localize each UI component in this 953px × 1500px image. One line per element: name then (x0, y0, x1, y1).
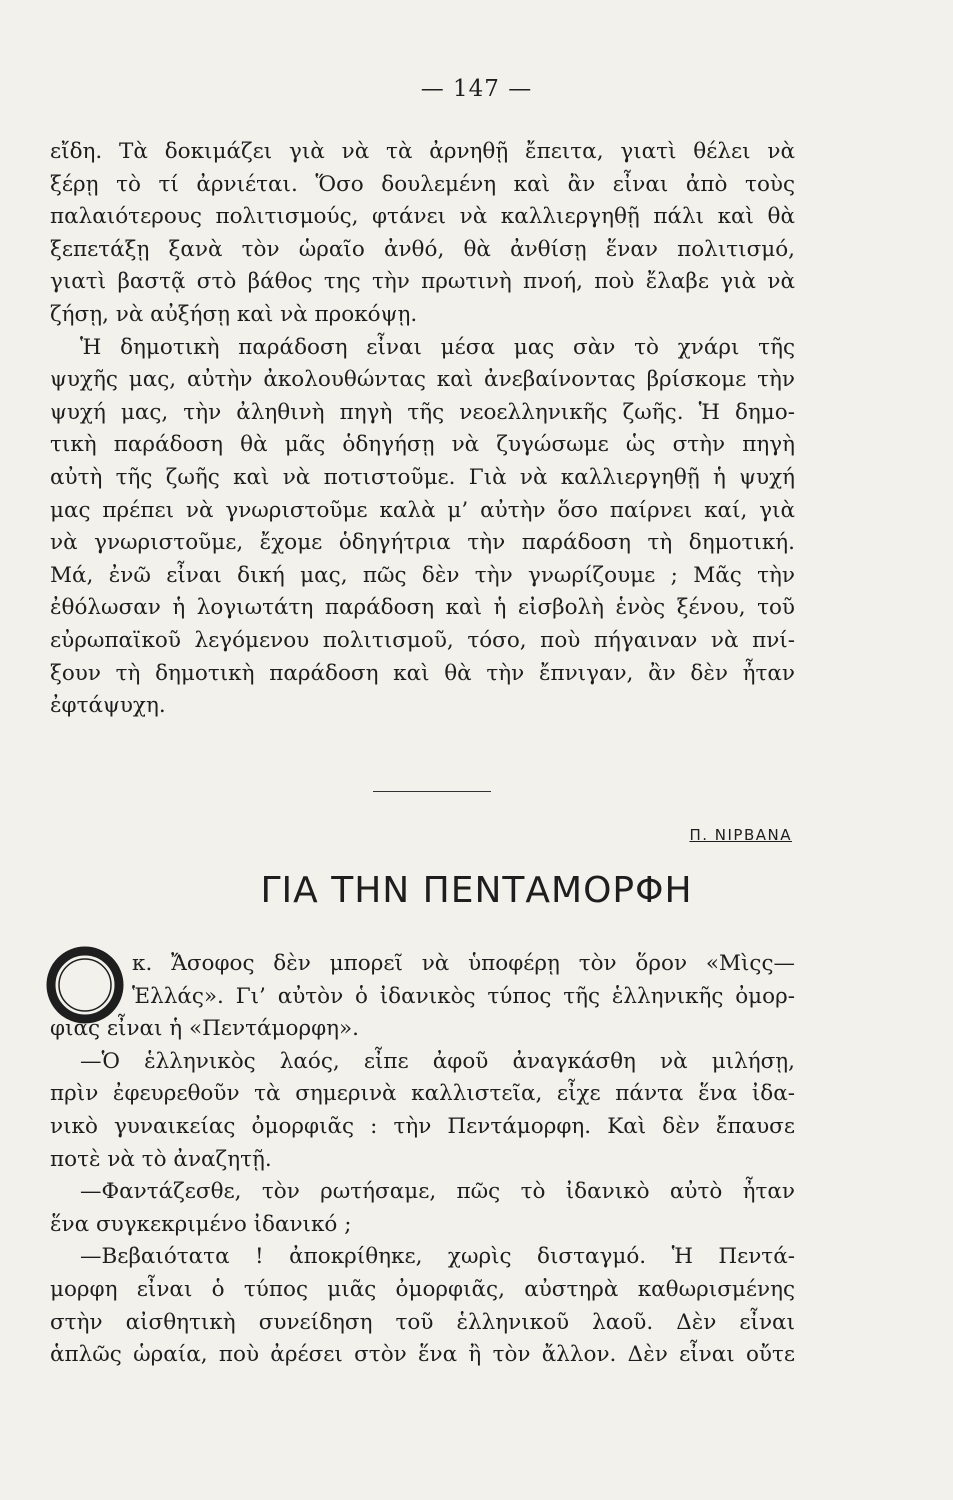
article-title: ΓΙΑ ΤΗΝ ΠΕΝΤΑΜΟΡΦΗ (260, 870, 693, 911)
text-line: ἕνα συγκεκριμένο ἰδανικό ; (50, 1211, 352, 1237)
text-line: νικὸ γυναικείας ὀμορφιᾶς : τὴν Πεντάμορφη. Καὶ δὲν ἔπαυσε (50, 1113, 795, 1139)
text-line: ψυχῆς μας, αὐτὴν ἀκολουθώντας καὶ ἀνεβαίνοντας βρίσκομε τὴν (50, 367, 795, 393)
text-line: νὰ γνωριστοῦμε, ἔχομε ὁδηγήτρια τὴν παράδοση τὴ δημοτική. (50, 530, 795, 556)
text-line: φιᾶς εἶναι ἡ «Πεντάμορφη». (50, 1016, 360, 1042)
text-block-essay-end (50, 136, 795, 723)
text-line: ξέρῃ τὸ τί ἀρνιέται. Ὅσο δουλεμένη καὶ ἂν εἶναι ἀπὸ τοὺς (50, 171, 795, 197)
text-line: ποτὲ νὰ τὸ ἀναζητῇ. (50, 1146, 272, 1172)
text-line: γιατὶ βαστᾷ στὸ βάθος της τὴν πρωτινὴ πνοή, ποὺ ἔλαβε γιὰ νὰ (50, 269, 795, 295)
text-line: εἴδη. Τὰ δοκιμάζει γιὰ νὰ τὰ ἀρνηθῇ ἔπειτα, γιατὶ θέλει νὰ (50, 139, 795, 164)
text-line: ζήσῃ, νὰ αὐξήσῃ καὶ νὰ προκόψῃ. (50, 301, 418, 327)
text-line: ἐφτάψυχη. (50, 693, 166, 719)
text-line: —Βεβαιότατα ! ἀποκρίθηκε, χωρὶς δισταγμό. Ἡ Πεντά- (80, 1244, 795, 1270)
text-line: —Φαντάζεσθε, τὸν ρωτήσαμε, πῶς τὸ ἰδανικὸ αὐτὸ ἦταν (80, 1179, 795, 1205)
text-line: ξεπετάξῃ ξανὰ τὸν ὡραῖο ἀνθό, θὰ ἀνθίσῃ ἕναν πολιτισμό, (50, 236, 795, 262)
text-line: ἐθόλωσαν ἡ λογιωτάτη παράδοση καὶ ἡ εἰσβολὴ ἑνὸς ξένου, τοῦ (50, 595, 795, 621)
drop-cap-letter: O (84, 989, 86, 991)
text-line: ἁπλῶς ὡραία, ποὺ ἀρέσει στὸν ἕνα ἢ τὸν ἄλλον. Δὲν εἶναι οὔτε (50, 1342, 795, 1368)
text-line: παλαιότερους πολιτισμούς, φτάνει νὰ καλλιεργηθῇ πάλι καὶ θὰ (50, 204, 795, 230)
text-line: ξουν τὴ δημοτικὴ παράδοση καὶ θὰ τὴν ἔπνιγαν, ἂν δὲν ἦταν (50, 660, 795, 686)
text-line: μορφη εἶναι ὁ τύπος μιᾶς ὀμορφιᾶς, αὐστηρὰ καθωρισμένης (50, 1276, 795, 1302)
page-number: — 147 — (420, 76, 533, 102)
text-line: κ. Ἄσοφος δὲν μπορεῖ νὰ ὑποφέρῃ τὸν ὅρον «Μὶςς— (132, 951, 795, 976)
text-line: ψυχή μας, τὴν ἀληθινὴ πηγὴ τῆς νεοελληνικῆς ζωῆς. Ἡ δημο- (50, 399, 795, 425)
text-line: Μά, ἐνῶ εἶναι δική μας, πῶς δὲν τὴν γνωρίζουμε ; Μᾶς τὴν (50, 562, 795, 588)
text-line: στὴν αἰσθητικὴ συνείδηση τοῦ ἑλληνικοῦ λαοῦ. Δὲν εἶναι (50, 1309, 795, 1335)
text-line: μας πρέπει νὰ γνωριστοῦμε καλὰ μ’ αὐτὴν ὅσο παίρνει καί, γιὰ (50, 497, 795, 523)
text-line: Ἡ δημοτικὴ παράδοση εἶναι μέσα μας σὰν τὸ χνάρι τῆς (80, 334, 795, 360)
text-line: εὐρωπαϊκοῦ λεγόμενου πολιτισμοῦ, τόσο, ποὺ πήγαιναν νὰ πνί- (50, 627, 795, 653)
text-line: Ἑλλάς». Γι’ αὐτὸν ὁ ἰδανικὸς τύπος τῆς ἑλληνικῆς ὀμορ- (132, 983, 795, 1009)
text-line: τικὴ παράδοση θὰ μᾶς ὁδηγήσῃ νὰ ζυγώσωμε ὡς στὴν πηγὴ (50, 432, 795, 458)
text-line: πρὶν ἐφευρεθοῦν τὰ σημερινὰ καλλιστεῖα, εἶχε πάντα ἕνα ἰδα- (50, 1081, 795, 1107)
text-line: —Ὁ ἑλληνικὸς λαός, εἶπε ἀφοῦ ἀναγκάσθη νὰ μιλήσῃ, (80, 1048, 795, 1074)
text-line: αὐτὴ τῆς ζωῆς καὶ νὰ ποτιστοῦμε. Γιὰ νὰ καλλιεργηθῇ ἡ ψυχή (50, 464, 795, 490)
article-author: Π. ΝΙΡΒΑΝΑ (689, 826, 792, 844)
section-divider (373, 791, 491, 792)
text-block-interview (50, 948, 795, 1372)
